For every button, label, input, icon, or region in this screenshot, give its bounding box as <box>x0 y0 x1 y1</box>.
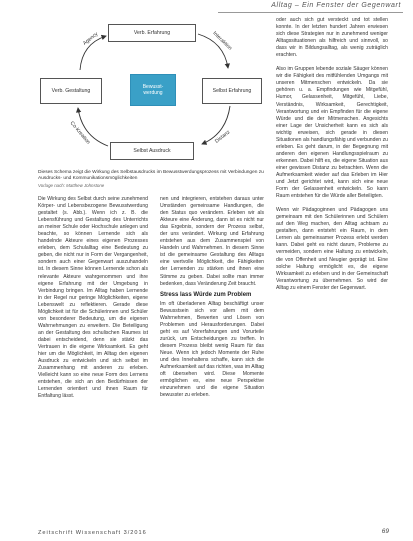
box-left: Verb. Gestaltung <box>40 78 102 104</box>
label-nw: Agency <box>81 31 100 47</box>
column-left <box>38 196 148 523</box>
column-middle <box>160 196 264 523</box>
paragraph: Die Wirkung des Selbst durch seine zunehmend Körper- und Lebensbezogene Bewusstwerdung gestaltet (s. Abb.). Wenn ich z. B. die Lebensführung und Gestaltung des Unterrichts an meiner Schule oder Hochschule anlegen und beachte, so können Lernende sich als handelnde Akteure eines eigenen Prozesses erleben, dem Schulalltag eine Bedeutung zu geben, die nicht nur in Form der Vergangenheit, sondern auch einer Gegenwart auszuhandeln ist. In diesem Sinne können Lernende schon als relevante Akteure wahrgenommen und ihre eigene Erfahrung mit der Umgebung in Verbindung bringen. Im Alltag haben Lernende in der Regel nur geringe Möglichkeiten, eigene Lebenswelt zu reflektieren. Gerade diese Möglichkeit ist für die Schülerinnen und Schüler von besonderer Bedeutung, um die eigenen Wahrnehmungen zu erweitern. Die Beteiligung an der Gestaltung des schulischen Raumes ist dabei entscheidend, denn sie stärkt das Vertrauen in die eigene Wirksamkeit. Es geht hier um die Möglichkeit, im Alltag den eigenen Ausdruck zu entwickeln und sich selbst im Zusammenhang mit anderen zu erleben. Vielleicht kann so eine neue Form des Lernens entstehen, die sich an den Bedürfnissen der Lernenden orientiert und ihnen Raum für Entfaltung lässt. <box>38 196 148 400</box>
section-heading: Stress lass Würde zum Problem <box>160 291 252 298</box>
paragraph: oder auch sich gut versteckt und tot stellen konnte. In der letzten hundert Jahren erwiesen sich diese Strategien nur in zunehmend weniger Alltagssituationen als hilfreich und sinnvoll, so dass wir in Bildungsalltag, als wenig zuträglich erachten. <box>276 17 388 59</box>
figure-caption: Dieses Schema zeigt die Wirkung des Selbstausdrucks im Bewusstwerdungsprozess mit Verbindungen zu Ausdrucks- und Kommunikationsmöglichkeiten <box>38 170 264 182</box>
box-bottom: Selbst Ausdruck <box>110 142 194 160</box>
header-rule <box>218 12 403 13</box>
label-sw: Co-Kreation <box>68 120 92 146</box>
figure-source: Vorlage nach: Matthew Johnstone <box>38 183 105 188</box>
running-header <box>0 0 413 16</box>
header-title: Alltag – Ein Fenster der Gegenwart <box>271 2 401 9</box>
box-top: Verb. Erfahrung <box>108 24 196 42</box>
label-ne: Interaktion <box>211 30 233 52</box>
paragraph: Also im Gruppen lebende soziale Säuger können wir die Fähigkeit des mitfühlenden Umgangs mit unseren Mitmenschen entwickeln. Da sie gehören u. a. Empfindungen wie Mitgefühl, Humor, Gelassenheit, Mitgefühl, Liebe, Verständnis, Wirksamkeit, Gerechtigkeit, Verantwortung und ein Empfinden für die eigene Würde und die der Mitmenschen. Angesichts einer Lage der Unsicherheit kann es sich als wichtig erweisen, sich gerade in diesen Situationen als handlungsfähig und verbunden zu erleben. Es geht darum, in der Begegnung mit anderen den eigenen Handlungsspielraum zu erkennen. Dabei hilft es, die eigene Situation aus einer gewissen Distanz zu betrachten. Wenn die Aufmerksamkeit wieder auf das Erleben im Hier und Jetzt gerichtet wird, kann sich eine neue Form der Gelassenheit entwickeln. So kann Raum entstehen für die Würde aller Beteiligten. <box>276 66 388 200</box>
footer-journal: Zeitschrift Wissenschaft 3/2016 <box>38 530 147 536</box>
paragraph: nen und integrieren, entstehen daraus unter Umständen gemeinsame Handlungen, die den Status quo verändern. Erleben wir als Akteure eine Änderung, dann ist es nicht nur das Ergebnis, sondern der Prozess selbst, der uns verändert. Wirkung und Erfahrung entstehen aus dem Zusammenspiel von Handeln und Wahrnehmen. In diesem Sinne ist die gemeinsame Gestaltung des Alltags eine wertvolle Möglichkeit, die Fähigkeiten der Lernenden zu stärken und ihnen eine Stimme zu geben. Dabei sollte man immer bedenken, dass Veränderung Zeit braucht. <box>160 196 264 287</box>
box-center <box>130 74 176 106</box>
page-number: 69 <box>381 528 389 535</box>
cycle-diagram <box>38 22 265 166</box>
column-right <box>276 17 388 523</box>
paragraph: Wenn wir Pädagoginnen und Pädagogen uns gemeinsam mit den Schülerinnen und Schülern auf den Weg machen, den Alltag achtsam zu gestalten, dann entsteht ein Raum, in dem Lernen als gemeinsamer Prozess erlebt werden kann. Dabei geht es nicht darum, Probleme zu vermeiden, sondern eine Haltung zu entwickeln, die von Offenheit und Neugier geprägt ist. Eine solche Haltung ermöglicht es, die eigene Wirksamkeit zu erleben und in der Gemeinschaft Verantwortung zu übernehmen. So wird der Alltag zu einem Fenster der Gegenwart. <box>276 207 388 291</box>
box-right: Selbst Erfahrung <box>202 78 262 104</box>
paragraph: Im oft überladenen Alltag beschäftigt unser Bewusstsein sich vor allem mit dem Wahrnehmen, Bewerten und Lösen von Problemen und Herausforderungen. Dabei geht es auf Vorerfahrungen und Vorurteile zurück, um Entscheidungen zu treffen. In diesem Prozess bleibt wenig Raum für das Neue. Wenn ich jedoch Momente der Ruhe und des Innehaltens schaffe, kann sich die Aufmerksamkeit auf das richten, was im Alltag oft übersehen wird. Diese Momente ermöglichen es, eine neue Perspektive einzunehmen und die eigene Situation bewusster zu erleben. <box>160 300 264 399</box>
center-line-1: Bewusst- <box>142 84 164 90</box>
center-line-2: werdung <box>143 90 163 96</box>
label-se: Distanz <box>213 129 232 145</box>
